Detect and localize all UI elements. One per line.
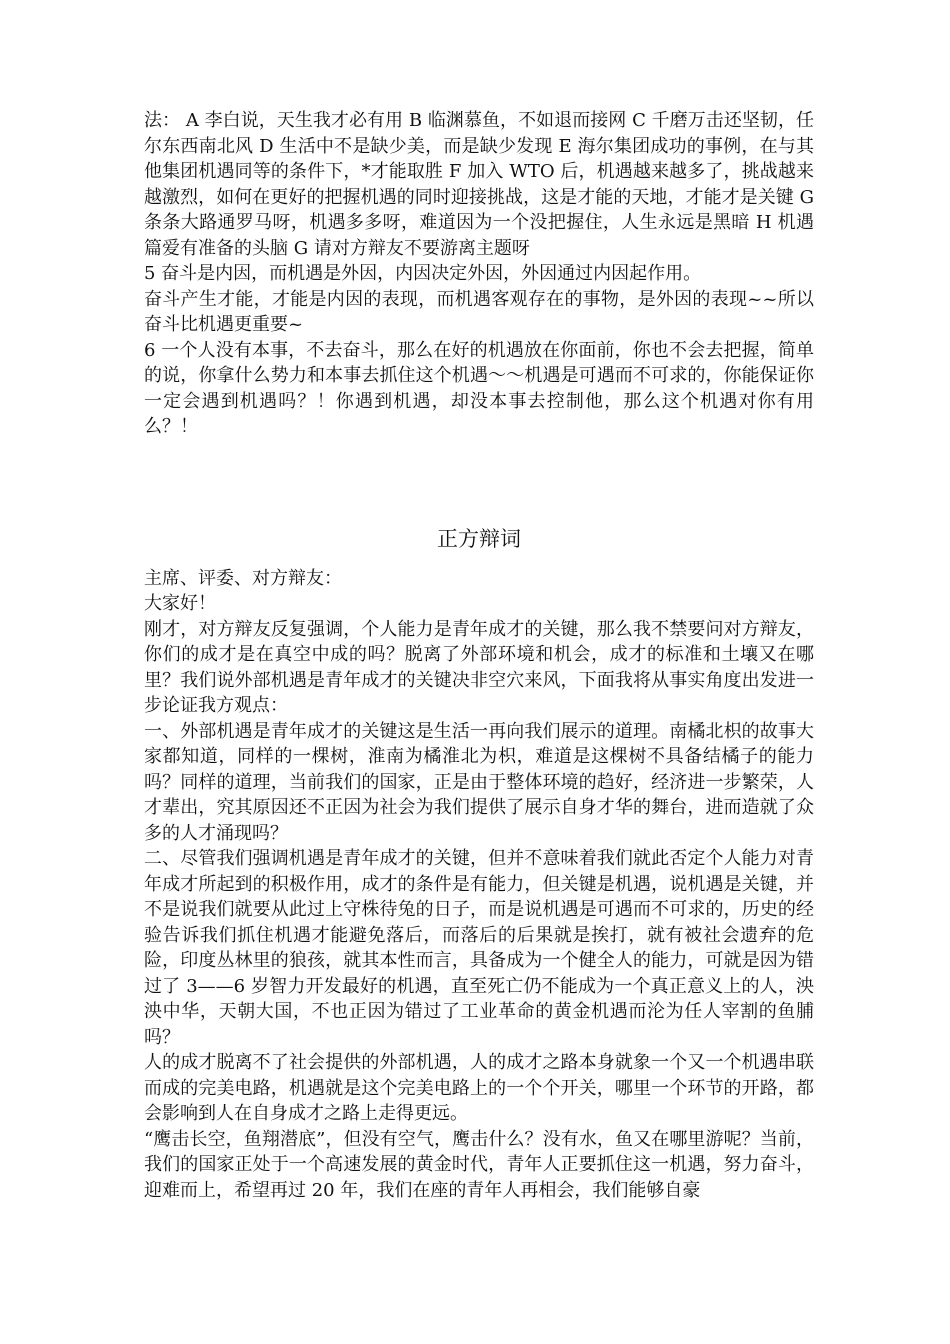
section-gap [144, 440, 814, 524]
paragraph: 人的成才脱离不了社会提供的外部机遇，人的成才之路本身就象一个又一个机遇串联而成的完美电路，机遇就是这个完美电路上的一个个开关，哪里一个环节的开路，都会影响到人在自身成才之路上走得更远。 [144, 1052, 814, 1124]
section-affirmative-speech [144, 524, 814, 1204]
paragraph: 法： A 李白说，天生我才必有用 B 临渊慕鱼，不如退而接网 C 千磨万击还坚韧，任尔东西南北风 D 生活中不是缺少美，而是缺少发现 E 海尔集团成功的事例，在与其他集团机遇同等的条件下，*才能取胜 F 加入 WTO 后，机遇越来越多了，挑战越来越激烈，如何在更好的把握机遇的同时迎接挑战，这是才能的天地，才能才是关键 G 条条大路通罗马呀，机遇多多呀，难道因为一个没把握住，人生永远是黑暗 H 机遇篇爱有准备的头脑 G 请对方辩友不要游离主题呀 [144, 110, 814, 259]
paragraph: 刚才，对方辩友反复强调，个人能力是青年成才的关键，那么我不禁要问对方辩友，你们的成才是在真空中成的吗？脱离了外部环境和机会，成才的标准和土壤又在哪里？我们说外部机遇是青年成才的关键决非空穴来风，下面我将从事实角度出发进一步论证我方观点： [144, 618, 814, 716]
document-page [144, 108, 814, 1203]
paragraph: 一、外部机遇是青年成才的关键这是生活一再向我们展示的道理。南橘北枳的故事大家都知道，同样的一棵树，淮南为橘淮北为枳，难道是这棵树不具备结橘子的能力吗？同样的道理，当前我们的国家，正是由于整体环境的趋好，经济进一步繁荣，人才辈出，究其原因还不正因为社会为我们提供了展示自身才华的舞台，进而造就了众多的人才涌现吗？ [144, 720, 814, 844]
section-arguments [144, 108, 814, 440]
paragraph: “鹰击长空，鱼翔潜底”，但没有空气，鹰击什么？没有水，鱼又在哪里游呢？当前，我们的国家正处于一个高速发展的黄金时代，青年人正要抓住这一机遇，努力奋斗，迎难而上，希望再过 20 年，我们在座的青年人再相会，我们能够自豪 [144, 1128, 814, 1201]
section-title: 正方辩词 [437, 526, 521, 551]
paragraph: 主席、评委、对方辩友： [144, 567, 342, 589]
paragraph: 5 奋斗是内因，而机遇是外因，内因决定外因，外因通过内因起作用。 [144, 263, 702, 284]
paragraph: 6 一个人没有本事，不去奋斗，那么在好的机遇放在你面前，你也不会去把握，简单的说，你拿什么势力和本事去抓住这个机遇～～机遇是可遇而不可求的，你能保证你一定会遇到机遇吗？！你遇到机遇，却没本事去控制他，那么这个机遇对你有用么？！ [144, 339, 814, 437]
paragraph: 二、尽管我们强调机遇是青年成才的关键，但并不意味着我们就此否定个人能力对青年成才所起到的积极作用，成才的条件是有能力，但关键是机遇，说机遇是关键，并不是说我们就要从此过上守株待兔的日子，而是说机遇是可遇而不可求的，历史的经验告诉我们抓住机遇才能避免落后，而落后的后果就是挨打，就有被社会遗弃的危险，印度丛林里的狼孩，就其本性而言，具备成为一个健全人的能力，可就是因为错过了 3——6 岁智力开发最好的机遇，直至死亡仍不能成为一个真正意义上的人，泱泱中华，天朝大国，不也正因为错过了工业革命的黄金机遇而沦为任人宰割的鱼脯吗？ [144, 848, 814, 1048]
paragraph: 大家好！ [144, 593, 216, 614]
paragraph: 奋斗产生才能，才能是内因的表现，而机遇客观存在的事物，是外因的表现~~所以奋斗比机遇更重要~ [144, 288, 814, 335]
